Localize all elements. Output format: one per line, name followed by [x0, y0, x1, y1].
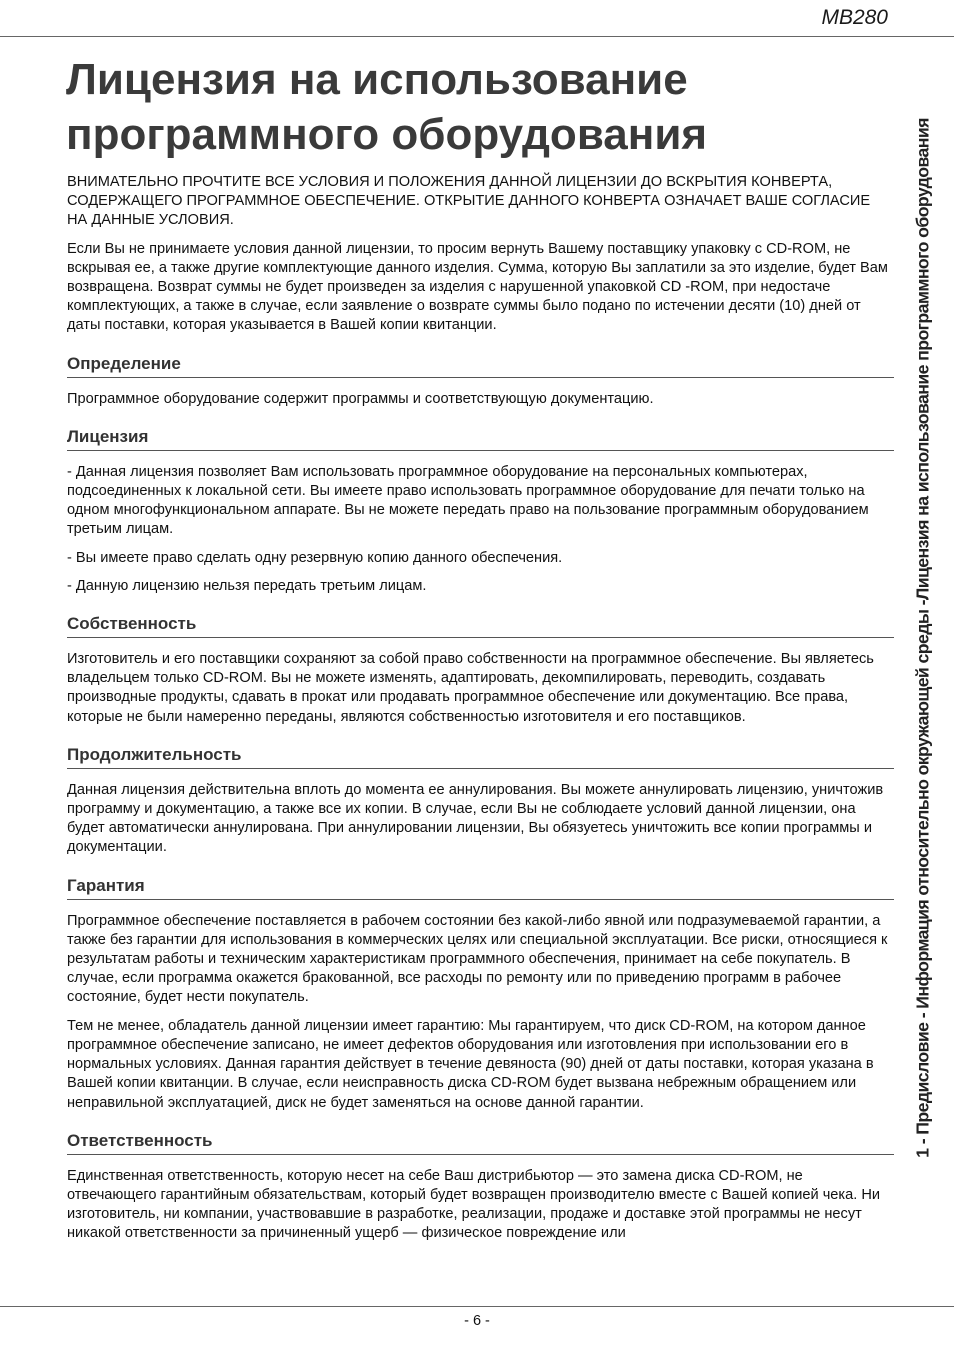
document-body: [67, 173, 893, 1253]
warranty-cdrom-paragraph: Тем не менее, обладатель данной лицензии имеет гарантию: Мы гарантируем, что диск CD-ROM, на котором данное программное обеспечение записано, не имеет дефектов оборудования или изготовления при использовании его в нормальных условиях. Данная гарантия действует в течение девяноста (90) дней от даты поставки, которая указана в Вашей копии квитанции. В случае, если неисправность диска CD-ROM будет вызвана небрежным обращением или неправильной эксплуатацией, диск не будет заменяться на основе данной гарантии.: [67, 1017, 874, 1111]
intro-warning-paragraph: ВНИМАТЕЛЬНО ПРОЧТИТЕ ВСЕ УСЛОВИЯ И ПОЛОЖЕНИЯ ДАННОЙ ЛИЦЕНЗИИ ДО ВСКРЫТИЯ КОНВЕРТА, СОДЕРЖАЩЕГО ПРОГРАММНОЕ ОБЕСПЕЧЕНИЕ. ОТКРЫТИЕ ДАННОГО КОНВЕРТА ОЗНАЧАЕТ ВАШЕ СОГЛАСИЕ НА ДАННЫЕ УСЛОВИЯ.: [67, 174, 871, 229]
chapter-side-tab: [895, 58, 951, 1218]
section-heading-warranty: Гарантия: [67, 876, 894, 900]
document-model-name: MB280: [821, 6, 888, 29]
license-transfer-paragraph: - Данную лицензию нельзя передать третьим лицам.: [67, 577, 427, 594]
warranty-paragraph: Программное обеспечение поставляется в рабочем состоянии без какой-либо явной или подразумеваемой гарантии, а также без гарантии для использования в коммерческих целях или специальной эксплуатации. Все риски, относящиеся к результатам работы и техническим характеристикам программного обеспечения, принимает на себе покупатель. В случае, если программа окажется бракованной, все расходы по ремонту или по приведению программ в рабочее состояние, будет нести покупатель.: [67, 912, 888, 1006]
ownership-paragraph: Изготовитель и его поставщики сохраняют за собой право собственности на программное обеспечение. Вы являетесь владельцем только CD-ROM. Вы не можете изменять, адаптировать, декомпилировать, переводить, создавать производные продукты, сдавать в прокат или продавать программное обеспечение или документацию. Все права, которые не были намеренно переданы, являются собственностью изготовителя и его поставщиков.: [67, 651, 874, 725]
section-heading-duration: Продолжительность: [67, 745, 894, 769]
chapter-side-tab-label: 1 - Предисловие - Информация относительно окружающей среды -Лицензия на использование программного оборудования: [912, 118, 933, 1158]
definition-paragraph: Программное оборудование содержит программы и соответствующую документацию.: [67, 390, 654, 407]
duration-paragraph: Данная лицензия действительна вплоть до момента ее аннулирования. Вы можете аннулировать лицензию, уничтожив программу и документацию, а также все их копии. В случае, если Вы не соблюдаете условий данной лицензии, она будет автоматически аннулирована. При аннулировании лицензии, Вы обязуетесь уничтожить все копии программы и документации.: [67, 781, 884, 856]
liability-paragraph: Единственная ответственность, которую несет на себе Ваш дистрибьютор — это замена диска CD-ROM, не отвечающего гарантийным обязательствам, который будет возвращен производителю вместе с Вашей копией чека. Ни изготовитель, ни компании, участвовавшие в разработке, реализации, продаже и доставке этой программы не несут никакой ответственности за причиненный ущерб — физическое повреждение или: [67, 1167, 881, 1242]
section-heading-definition: Определение: [67, 354, 894, 378]
footer-divider: [0, 1306, 954, 1307]
page-number: - 6 -: [464, 1313, 490, 1329]
intro-return-paragraph: Если Вы не принимаете условия данной лицензии, то просим вернуть Вашему поставщику упаковку с CD-ROM, не вскрывая ее, а также другие комплектующие данного изделия. Сумма, которую Вы заплатили за это изделие, будет Вам возвращена. Возврат суммы не будет произведен за изделия с нарушенной упаковкой CD -ROM, при недостаче комплектующих, а также в случае, если заявление о возврате суммы было подано по истечении десяти (10) дней от даты поставки, которая указывается в Вашей копии квитанции.: [67, 240, 888, 334]
section-heading-ownership: Собственность: [67, 614, 894, 638]
page-title: Лицензия на использование программного оборудования: [66, 55, 708, 159]
header-divider: [0, 36, 954, 37]
license-paragraph: - Данная лицензия позволяет Вам использовать программное оборудование на персональных компьютерах, подсоединенных к локальной сети. Вы имеете право использовать программное оборудование для печати только на одном многофункциональном аппарате. Вы не можете передать право на пользование программным оборудованием третьим лицам.: [67, 463, 869, 538]
section-heading-liability: Ответственность: [67, 1131, 894, 1155]
license-backup-paragraph: - Вы имеете право сделать одну резервную копию данного обеспечения.: [67, 549, 563, 566]
section-heading-license: Лицензия: [67, 427, 894, 451]
